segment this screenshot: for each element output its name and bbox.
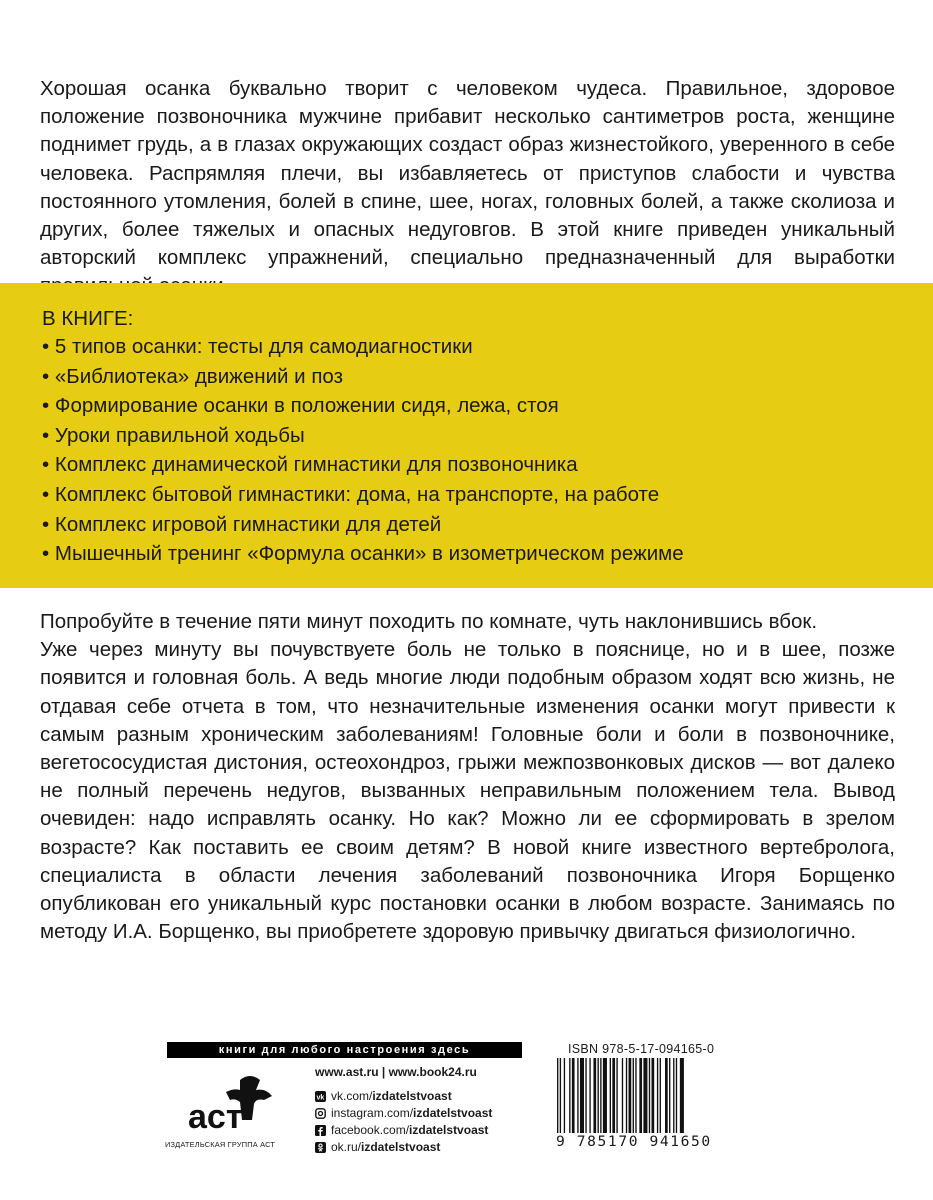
- social-prefix: ok.ru/: [331, 1140, 362, 1154]
- barcode-digits: 9 785170 941650: [556, 1133, 736, 1150]
- vk-icon: [315, 1091, 326, 1102]
- publisher-caption: ИЗДАТЕЛЬСКАЯ ГРУППА АСТ: [165, 1140, 276, 1149]
- social-handle: izdatelstvoast: [413, 1106, 493, 1120]
- list-item: • Комплекс игровой гимнастики для детей: [42, 511, 684, 541]
- outro-text-2: Уже через минуту вы почувствуете боль не только в пояснице, но и в шее, позже появится и головная боль. А ведь многие люди подобным образом ходят всю жизнь, не отдавая себе отчета в том, что незначительные изменения осанки могут привести к самым разным хроническим заболеваниям! Головные боли и боли в позвоночнике, вегетососудистая дистония, остеохондроз, грыжи межпозвонковых дисков — вот далеко не полный перечень недугов, вызванных неправильным положением тела. Вывод очевиден: надо исправлять осанку. Но как? Можно ли ее сформировать в зрелом возрасте? Как поставить ее своим детям? В новой книге известного вертебролога, специалиста в области лечения заболеваний позвоночника Игоря Борщенко опубликован его уникальный курс постановки осанки в любом возрасте. Занимаясь по методу И.А. Борщенко, вы приобретете здоровую привычку двигаться физиологично.: [40, 638, 895, 944]
- ast-logo: [180, 1070, 280, 1136]
- social-prefix: instagram.com/: [331, 1106, 414, 1120]
- social-link-vk[interactable]: [315, 1089, 452, 1103]
- isbn-label: ISBN 978-5-17-094165-0: [568, 1042, 715, 1056]
- logo-text: аст: [188, 1098, 243, 1136]
- social-prefix: vk.com/: [331, 1089, 373, 1103]
- intro-text: Хорошая осанка буквально творит с человеком чудеса. Правильное, здоровое положение позвоночника мужчине прибавит несколько сантиметров роста, женщине поднимет грудь, а в глазах окружающих создаст образ жизнестойкого, уверенного в себе человека. Распрямляя плечи, вы избавляетесь от приступов слабости и чувства постоянного утомления, болей в спине, шее, ногах, головных болей, а также сколиоза и других, более тяжелых и опасных недуговгов. В этой книге приведен уникальный авторский комплекс упражнений, специально предназначенный для выработки: [40, 77, 895, 270]
- social-link-odnoklassniki[interactable]: [315, 1140, 440, 1154]
- list-item: • Мышечный тренинг «Формула осанки» в изометрическом режиме: [42, 540, 684, 570]
- svg-text:vk: vk: [316, 1094, 325, 1101]
- intro-paragraph: [40, 75, 895, 301]
- list-item: • «Библиотека» движений и поз: [42, 363, 684, 393]
- publisher-websites: www.ast.ru | www.book24.ru: [315, 1065, 477, 1079]
- social-link-instagram[interactable]: [315, 1106, 492, 1120]
- outro-text-1: Попробуйте в течение пяти минут походить по комнате, чуть наклонившись вбок.: [40, 610, 818, 633]
- social-handle: izdatelstvoast: [361, 1140, 441, 1154]
- odnoklassniki-icon: [315, 1142, 326, 1153]
- list-item: • Формирование осанки в положении сидя, лежа, стоя: [42, 392, 684, 422]
- list-item: • 5 типов осанки: тесты для самодиагностики: [42, 333, 684, 363]
- social-link-facebook[interactable]: [315, 1123, 488, 1137]
- outro-paragraphs: [40, 608, 895, 946]
- social-handle: izdatelstvoast: [409, 1123, 489, 1137]
- list-item: • Комплекс динамической гимнастики для позвоночника: [42, 451, 684, 481]
- social-handle: izdatelstvoast: [372, 1089, 452, 1103]
- list-item: • Уроки правильной ходьбы: [42, 422, 684, 452]
- list-item: • Комплекс бытовой гимнастики: дома, на транспорте, на работе: [42, 481, 684, 511]
- in-book-list: [42, 333, 684, 570]
- in-book-heading: В КНИГЕ:: [42, 307, 134, 330]
- instagram-icon: [315, 1108, 326, 1119]
- publisher-tagline: книги для любого настроения здесь: [167, 1042, 522, 1058]
- social-prefix: facebook.com/: [331, 1123, 410, 1137]
- facebook-icon: [315, 1125, 326, 1136]
